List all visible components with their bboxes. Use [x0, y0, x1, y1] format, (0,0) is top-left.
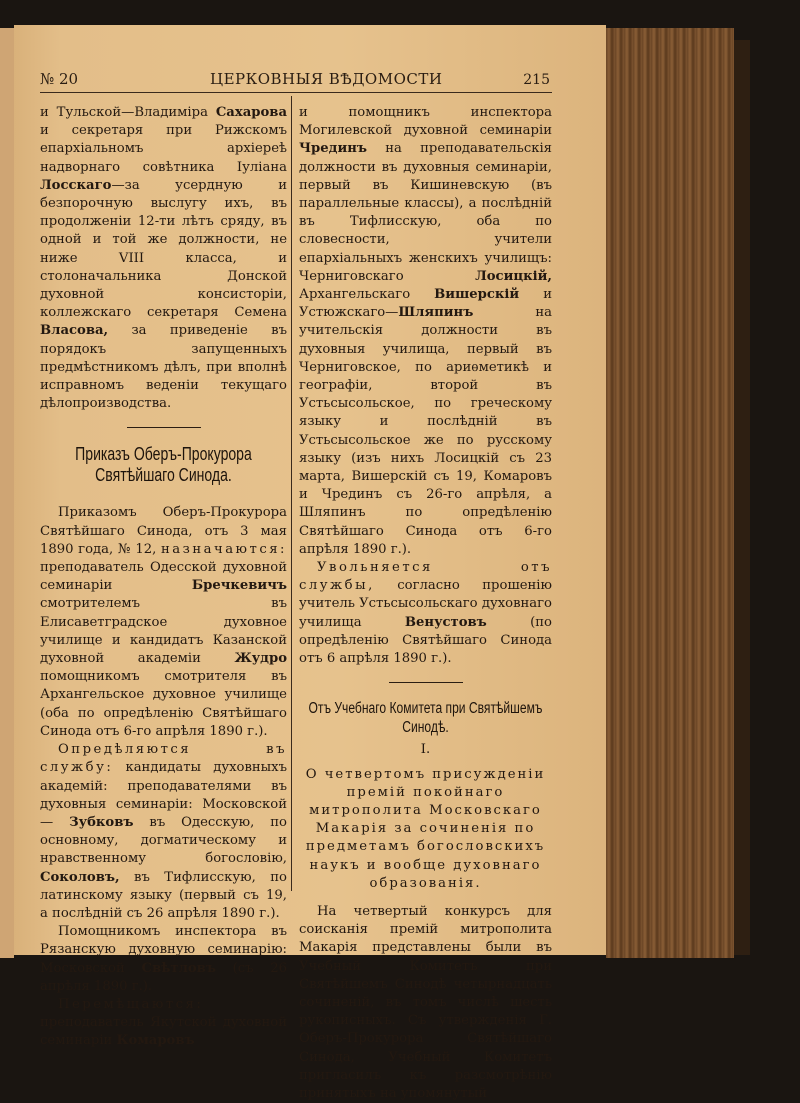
book-cover-edge	[734, 40, 750, 955]
column-rule	[291, 96, 292, 891]
section-heading-order: Приказъ Оберъ-Прокурора Святѣйшаго Синода.	[75, 444, 252, 486]
paragraph-assistant: Помощникомъ инспектора въ Рязанскую духовную семинарію: Московской Свѣтловъ (съ 26 апрѣля 1890 г.).	[40, 924, 287, 994]
paragraph-transfers: Перемѣщаются: преподаватель Якутской духовной семинаріи Комаровъ	[40, 996, 287, 1049]
paragraph-assigned: Опредѣляются въ службу: кандидаты духовныхъ академій: преподавателями въ духовныя семинаріи: Московской — Зубковъ въ Одесскую, по основному, догматическому и нравственному богословію, Соколовъ, въ Тифлисскую, по латинскому языку (первый съ 19, а послѣдній съ 26 апрѣля 1890 г.).	[40, 742, 287, 921]
journal-title: ЦЕРКОВНЫЯ ВѢДОМОСТИ	[210, 70, 443, 88]
running-header	[40, 70, 550, 92]
section-divider	[127, 427, 201, 428]
section-divider	[389, 682, 463, 683]
paragraph-appointments: Приказомъ Оберъ-Прокурора Святѣйшаго Синода, отъ 3 мая 1890 года, № 12, назначаются: преподаватель Одесской духовной семинаріи Бречкевичъ смотрителемъ въ Елисаветградское духовное училище и кандидатъ Казанской духовной академіи Жудро помощникомъ смотрителя въ Архангельское духовное училище (оба по опредѣленію Святѣйшаго Синода отъ 6-го апрѣля 1890 г.).	[40, 505, 287, 739]
section-number: I.	[420, 742, 431, 758]
paragraph-contest: На четвертый конкурсъ для соисканія премій митрополита Макарія представлены были въ Учебный Комитетъ при Святѣйшемъ Синодѣ четырнадцать сочиненій, въ томъ числѣ шесть рукописныхъ. Съ утвержденія Г. Оберъ-Прокурора Святѣйшаго Синода, Учебный Комитетъ пригласилъ къ разсмотрѣнію принятыхъ на упомянутый	[299, 903, 552, 1101]
paragraph-dismissal: Увольняется отъ службы, согласно прошенію учитель Устьсысольскаго духовнаго училища Венустовъ (по опредѣленію Святѣйшаго Синода отъ 6 апрѣля 1890 г.).	[299, 560, 552, 667]
header-rule	[40, 92, 552, 93]
section-heading-committee: Отъ Учебнаго Комитета при Святѣйшемъ Синодѣ.	[308, 700, 543, 737]
issue-number: № 20	[40, 70, 79, 88]
right-column	[299, 104, 552, 1103]
left-column	[40, 104, 287, 1051]
book-left-edge	[0, 28, 14, 958]
section-subtitle: О четвертомъ присужденіи премій покойнаго митрополита Московскаго Макарія за сочиненія по предметамъ богословскихъ наукъ и вообще духовнаго образованія.	[305, 766, 546, 891]
page-number: 215	[523, 72, 550, 88]
paragraph-awards: и Тульской—Владиміра Сахарова и секретаря при Рижскомъ епархіальномъ архіереѣ надворнаго совѣтника Іуліана Лосскаго—за усердную и безпорочную выслугу ихъ, въ продолженіи 12-ти лѣтъ сряду, въ одной и той же должности, не ниже VIII класса, и столоначальника Донской духовной консисторіи, коллежскаго секретаря Семена Власова, за приведеніе въ порядокъ запущенныхъ предмѣстникомъ дѣлъ, при вполнѣ исправномъ веденіи текущаго дѣлопроизводства.	[40, 105, 287, 412]
book-page-edges	[606, 28, 734, 958]
paragraph-transfers-cont: и помощникъ инспектора Могилевской духовной семинаріи Чрединъ на преподавательскія должности въ духовныя семинаріи, первый въ Кишиневскую (въ параллельные классы), а послѣдній въ Тифлисскую, оба по словесности, учители епархіальныхъ женскихъ училищъ: Черниговскаго Лосицкій, Архангельскаго Вишерскій и Устюжскаго—Шляпинъ на учительскія должности въ духовныя училища, первый въ Черниговское, по ариѳметикѣ и географіи, второй въ Устьсысольское, по греческому языку и послѣдній въ Устьсысольское же по русскому языку (изъ нихъ Лосицкій съ 23 марта, Вишерскій съ 19, Комаровъ и Чрединъ съ 26-го апрѣля, а Шляпинъ по опредѣленію Святѣйшаго Синода отъ 6-го апрѣля 1890 г.).	[299, 105, 552, 557]
